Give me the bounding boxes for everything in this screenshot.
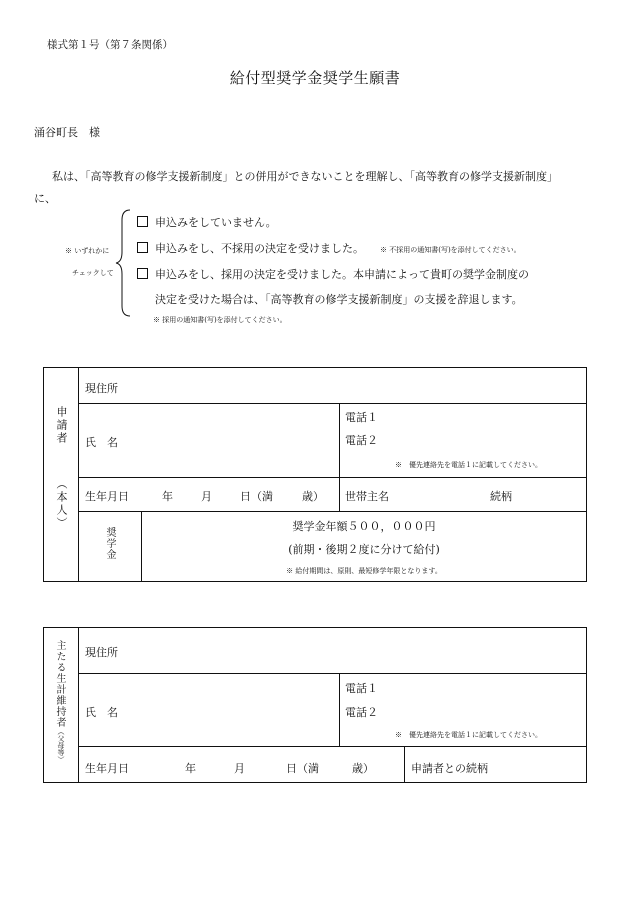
guardian-age: 歳） [352,762,374,775]
check-instruction-line-2: チェックして [72,269,114,277]
applicant-side-sub: （本人） [55,478,68,530]
option-accepted-line-1: 申込みをし、採用の決定を受けました。本申請によって貴町の奨学金制度の [155,268,529,281]
applicant-birth-year: 年 [162,490,173,503]
applicant-birth-label: 生年月日 [85,490,129,503]
applicant-birth-month: 月 [201,490,212,503]
curly-brace-icon [114,208,134,318]
guardian-birth-month: 月 [234,762,245,775]
guardian-relation-label: 申請者との続柄 [411,762,488,775]
guardian-name-label: 氏 名 [85,706,118,719]
applicant-side-label: 申請者 [55,406,68,445]
guardian-birth-day: 日（満 [286,762,319,775]
guardian-phone2-label: 電話２ [345,706,378,719]
option-not-applied: 申込みをしていません。 [155,216,277,229]
declaration-line-2: に、 [34,192,56,205]
applicant-phone1-label: 電話１ [345,411,378,424]
checkbox-accepted[interactable] [137,268,148,279]
check-instruction-line-1: ※ いずれかに [65,247,110,255]
guardian-address-label: 現住所 [85,646,118,659]
guardian-phone-note: ※ 優先連絡先を電話１に記載してください。 [395,731,542,739]
scholarship-label: 奨学金 [104,527,115,560]
scholarship-payment: (前期・後期２度に分けて給付) [288,543,440,556]
addressee: 涌谷町長 様 [34,126,100,139]
form-number: 様式第１号（第７条関係） [47,39,173,51]
guardian-phone1-label: 電話１ [345,682,378,695]
option-rejected-note: ※ 不採用の通知書(写)を添付してください。 [380,246,521,254]
option-rejected: 申込みをし、不採用の決定を受けました。 [155,242,364,255]
applicant-phone2-label: 電話２ [345,434,378,447]
guardian-birth-year: 年 [185,762,196,775]
scholarship-note: ※ 給付期間は、原則、最短修学年限となります。 [286,567,442,575]
option-accepted-line-2: 決定を受けた場合は、「高等教育の修学支援新制度」の支援を辞退します。 [155,293,523,306]
checkbox-not-applied[interactable] [137,216,148,227]
page-title: 給付型奨学金奨学生願書 [229,69,401,87]
scholarship-amount: 奨学金年額５００，０００円 [292,520,436,533]
guardian-birth-label: 生年月日 [85,762,129,775]
declaration-line-1: 私は、「高等教育の修学支援新制度」との併用ができないことを理解し、「高等教育の修学支援新制度」 [52,170,558,183]
checkbox-rejected[interactable] [137,242,148,253]
household-head-label: 世帯主名 [345,490,389,503]
applicant-name-label: 氏 名 [85,436,118,449]
applicant-phone-note: ※ 優先連絡先を電話１に記載してください。 [395,461,542,469]
applicant-address-label: 現住所 [85,382,118,395]
household-relation-label: 続柄 [490,490,512,503]
guardian-side-label: 主たる生計維持者 [54,640,65,728]
option-accepted-note: ※ 採用の通知書(写)を添付してください。 [153,316,287,324]
applicant-age: 歳） [302,490,324,503]
applicant-birth-day: 日（満 [240,490,273,503]
guardian-side-sub: （父母等） [57,728,65,763]
